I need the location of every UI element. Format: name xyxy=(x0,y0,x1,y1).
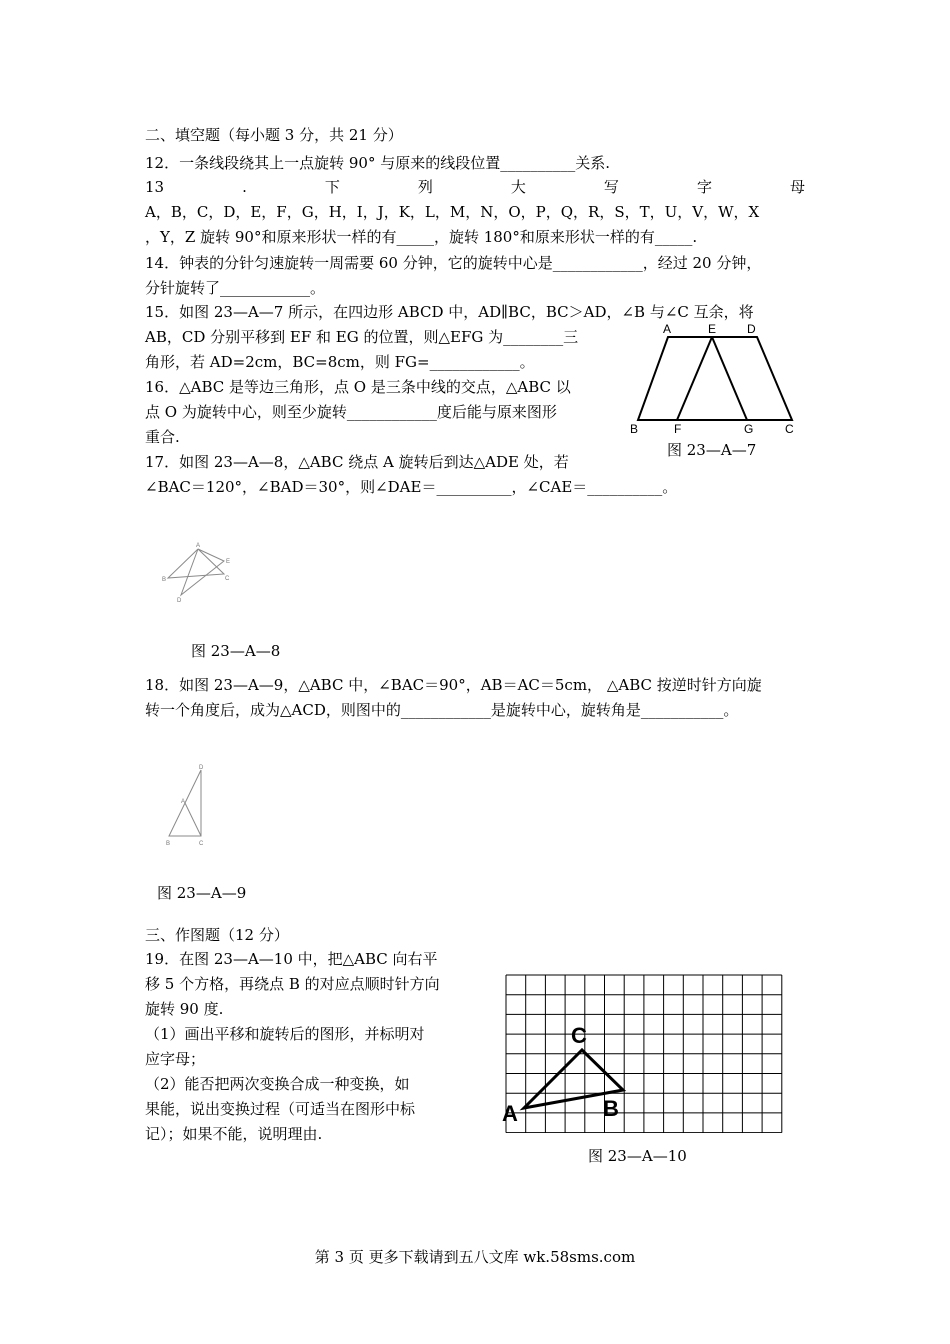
fig7-label-c: C xyxy=(785,422,794,436)
figure-23-a-10-caption: 图 23—A—10 xyxy=(588,1147,687,1165)
q13-char: 13 xyxy=(145,178,165,196)
figure-23-a-9-caption: 图 23—A—9 xyxy=(157,884,247,902)
figure-23-a-9 xyxy=(160,762,215,852)
figure-23-a-8 xyxy=(155,540,240,605)
fig8-label-e: E xyxy=(226,559,231,565)
fig9-label-c: C xyxy=(199,841,204,847)
q13-char: 写 xyxy=(603,178,619,196)
question-13-line2: A，B，C，D，E，F，G，H，I，J，K，L，M，N，O，P，Q，R，S，T，U，V，W，X xyxy=(145,203,760,221)
fig7-label-f: F xyxy=(674,422,682,436)
figure-23-a-7-caption: 图 23—A—7 xyxy=(667,441,757,459)
fig8-label-c: C xyxy=(225,576,230,582)
figure-23-a-8-caption: 图 23—A—8 xyxy=(191,642,281,660)
fig10-label-b: B xyxy=(603,1096,619,1121)
q13-char: . xyxy=(242,178,247,196)
segment-ef xyxy=(677,337,712,420)
question-13-line3: ，Y，Z 旋转 90°和原来形状一样的有_____，旋转 180°和原来形状一样的有_____. xyxy=(145,228,698,246)
fig9-label-d: D xyxy=(199,765,204,771)
question-19-line7: 果能，说出变换过程（可适当在图形中标 xyxy=(145,1100,416,1118)
fig9-label-b: B xyxy=(166,841,171,847)
question-16-line2: 点 O 为旋转中心，则至少旋转____________度后能与原来图形 xyxy=(145,403,557,421)
q13-char: 大 xyxy=(510,178,526,196)
triangle-ade xyxy=(181,549,224,595)
question-18-line2: 转一个角度后，成为△ACD，则图中的____________是旋转中心，旋转角是___________。 xyxy=(145,701,739,719)
fig8-label-b: B xyxy=(162,577,167,583)
section-title-fill-in: 二、填空题（每小题 3 分，共 21 分） xyxy=(145,126,403,144)
fig8-label-d: D xyxy=(177,598,182,604)
fig10-label-a: A xyxy=(502,1101,518,1126)
q13-char: 字 xyxy=(696,178,712,196)
question-14-line1: 14．钟表的分针匀速旋转一周需要 60 分钟，它的旋转中心是____________，经过 20 分钟， xyxy=(145,254,762,272)
question-19-line2: 移 5 个方格，再绕点 B 的对应点顺时针方向 xyxy=(145,975,440,993)
question-19-line4: （1）画出平移和旋转后的图形，并标明对 xyxy=(145,1025,425,1043)
fig7-label-d: D xyxy=(747,322,756,336)
fig7-label-e: E xyxy=(708,322,717,336)
q13-char: 母 xyxy=(789,178,805,196)
q13-char: 列 xyxy=(417,178,433,196)
question-19-line3: 旋转 90 度. xyxy=(145,1000,224,1018)
figure-23-a-7 xyxy=(624,320,804,440)
question-16-line3: 重合. xyxy=(145,428,180,446)
question-18-line1: 18．如图 23—A—9，△ABC 中，∠BAC＝90°，AB＝AC＝5cm， △ABC 按逆时针方向旋 xyxy=(145,676,762,694)
question-19-line8: 记）；如果不能，说明理由. xyxy=(145,1125,323,1143)
question-14-line2: 分针旋转了____________。 xyxy=(145,279,326,297)
question-12: 12．一条线段绕其上一点旋转 90° 与原来的线段位置__________关系. xyxy=(145,154,610,172)
question-19-line5: 应字母； xyxy=(145,1050,206,1068)
figure-23-a-10 xyxy=(498,968,783,1133)
fig9-label-a: A xyxy=(181,799,186,805)
section-title-drawing: 三、作图题（12 分） xyxy=(145,926,289,944)
question-15-line2: AB，CD 分别平移到 EF 和 EG 的位置，则△EFG 为________三 xyxy=(145,328,579,346)
question-17-line2: ∠BAC＝120°，∠BAD＝30°，则∠DAE＝__________，∠CAE＝__________。 xyxy=(145,478,678,496)
grid xyxy=(506,975,782,1133)
question-16-line1: 16．△ABC 是等边三角形，点 O 是三条中线的交点，△ABC 以 xyxy=(145,378,571,396)
question-15-line1: 15．如图 23—A—7 所示，在四边形 ABCD 中，AD∥BC，BC＞AD，∠B 与∠C 互余，将 xyxy=(145,303,754,321)
question-15-line3: 角形，若 AD=2cm，BC=8cm，则 FG=____________。 xyxy=(145,353,535,371)
fig7-label-b: B xyxy=(630,422,639,436)
trapezoid-abcd xyxy=(638,337,792,420)
fig10-label-c: C xyxy=(571,1023,587,1048)
page-footer: 第 3 页 更多下载请到五八文库 wk.58sms.com xyxy=(314,1248,636,1266)
question-13-line1 xyxy=(145,177,805,197)
fig7-label-a: A xyxy=(663,322,672,336)
question-19-line6: （2）能否把两次变换合成一种变换，如 xyxy=(145,1075,410,1093)
fig8-label-a: A xyxy=(196,543,201,549)
question-19-line1: 19．在图 23—A—10 中，把△ABC 向右平 xyxy=(145,950,438,968)
q13-char: 下 xyxy=(324,178,340,196)
segment-ac xyxy=(185,803,201,836)
question-17-line1: 17．如图 23—A—8，△ABC 绕点 A 旋转后到达△ADE 处，若 xyxy=(145,453,569,471)
fig7-label-g: G xyxy=(744,422,754,436)
segment-eg xyxy=(712,337,747,420)
